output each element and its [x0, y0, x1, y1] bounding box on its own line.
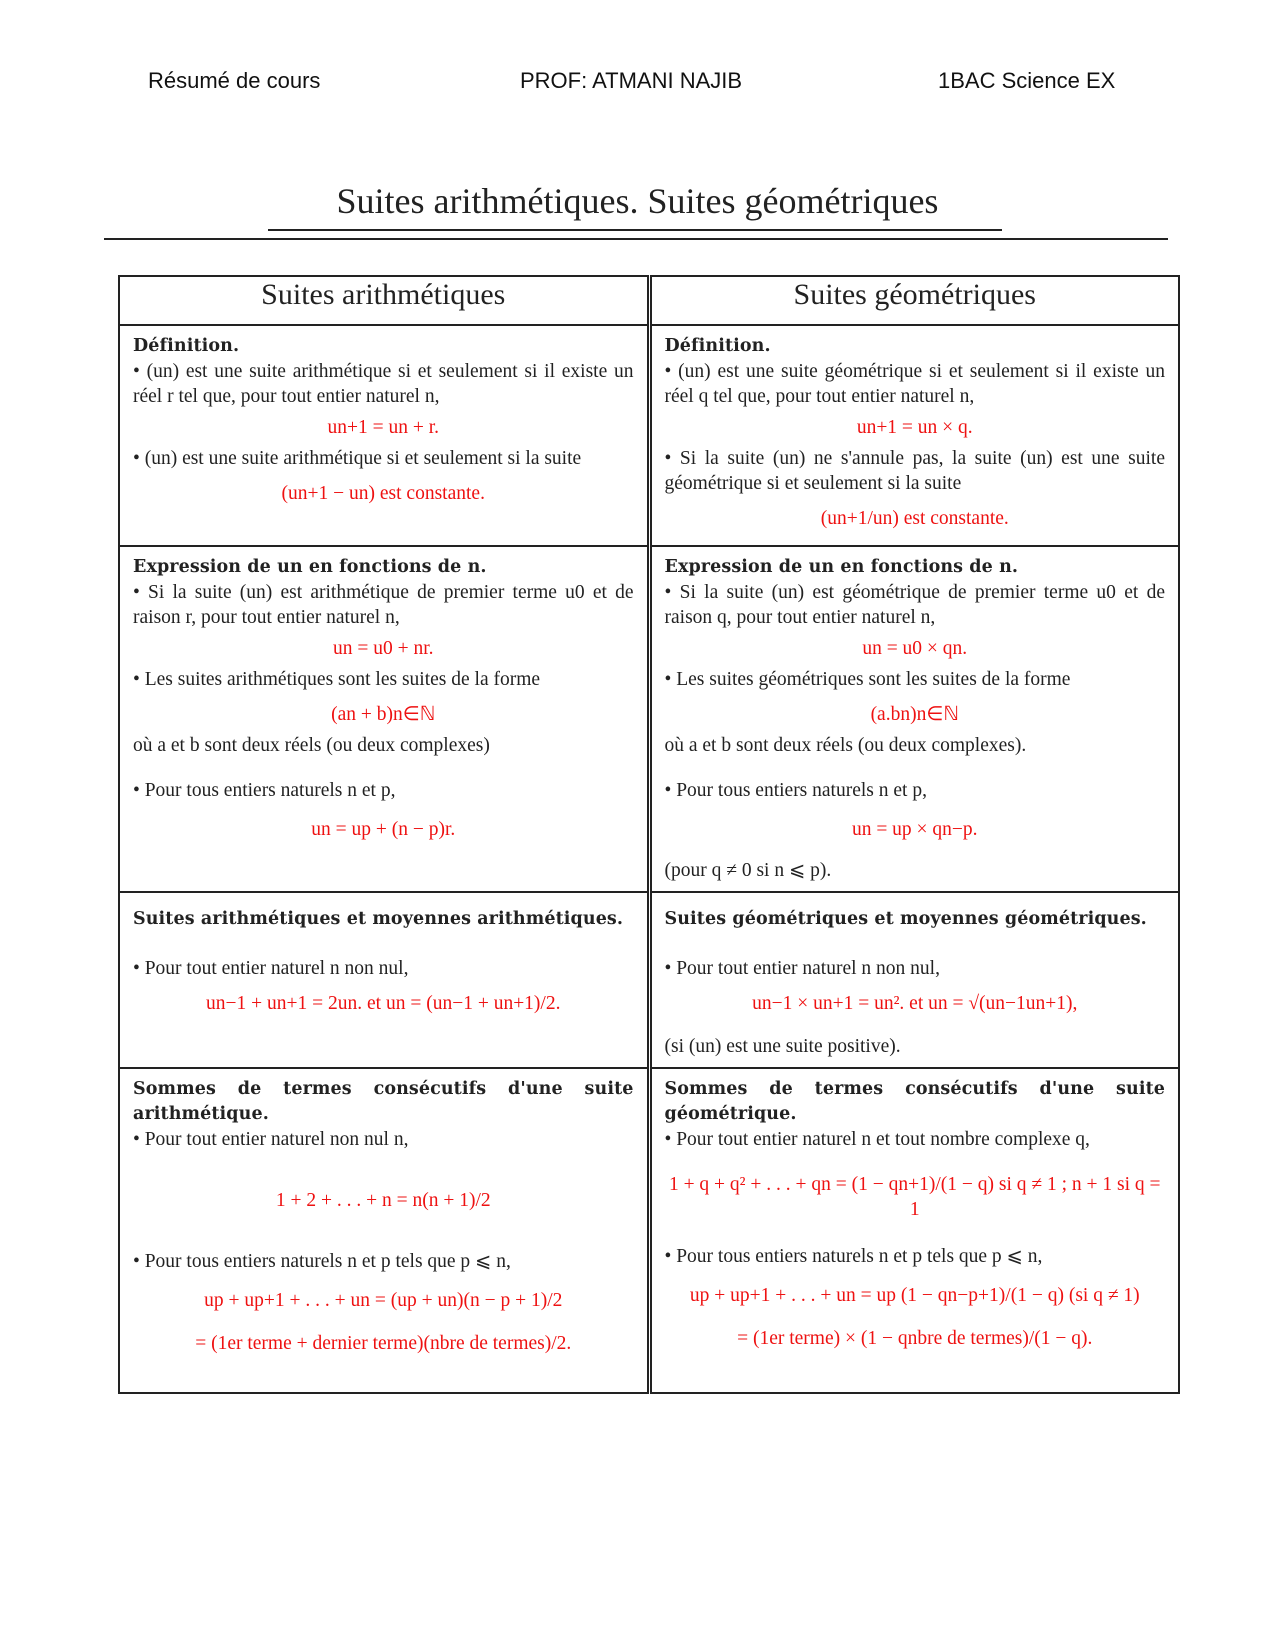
column-heading-geo: Suites géométriques [649, 276, 1179, 325]
geo-expr-text4: • Pour tous entiers naturels n et p, [664, 780, 927, 801]
arith-expr-text4: • Pour tous entiers naturels n et p, [133, 780, 396, 801]
geo-def-formula1: un+1 = un × q. [856, 417, 973, 438]
geo-sums-cell [649, 1068, 1179, 1393]
arith-expr-formula2: (an + b)n∈ℕ [331, 704, 436, 725]
geo-def-text2: • Si la suite (un) ne s'annule pas, la suite (un) est une suite géométrique si et seulement si la suite [664, 448, 1165, 494]
header-right: 1BAC Science EX [938, 68, 1116, 93]
header-center: PROF: ATMANI NAJIB [520, 68, 743, 93]
arith-expr-formula3: un = up + (n − p)r. [311, 819, 456, 840]
column-heading-arith: Suites arithmétiques [119, 276, 649, 325]
geo-expr-title: Expression de un en fonctions de n. [664, 557, 1019, 577]
arith-def-text2: • (un) est une suite arithmétique si et seulement si la suite [133, 448, 582, 469]
geo-expr-text2: • Les suites géométriques sont les suites de la forme [664, 669, 1071, 690]
arith-expr-formula1: un = u0 + nr. [332, 638, 434, 659]
arith-expr-text3: où a et b sont deux réels (ou deux complexes) [133, 735, 490, 756]
arith-moy-title: Suites arithmétiques et moyennes arithmétiques. [133, 909, 624, 929]
geo-expr-text1: • Si la suite (un) est géométrique de premier terme u0 et de raison q, pour tout entier naturel n, [664, 582, 1165, 628]
geo-def-title: Définition. [664, 336, 771, 356]
arith-def-title: Définition. [133, 336, 240, 356]
geo-expr-formula2: (a.bn)n∈ℕ [870, 704, 959, 725]
geo-def-text1: • (un) est une suite géométrique si et seulement si il existe un réel q tel que, pour tout entier naturel n, [664, 361, 1165, 407]
geo-expr-text3: où a et b sont deux réels (ou deux complexes). [664, 735, 1027, 756]
geo-definition-cell [649, 325, 1179, 546]
page-title: Suites arithmétiques. Suites géométriques [336, 181, 939, 221]
arith-def-formula1: un+1 = un + r. [327, 417, 440, 438]
arith-som-formula3: = (1er terme + dernier terme)(nbre de termes)/2. [195, 1333, 572, 1354]
arith-expr-text1: • Si la suite (un) est arithmétique de premier terme u0 et de raison r, pour tout entier naturel n, [133, 582, 634, 628]
arith-def-text1: • (un) est une suite arithmétique si et seulement si il existe un réel r tel que, pour tout entier naturel n, [133, 361, 634, 407]
arith-som-title: Sommes de termes consécutifs d'une suite arithmétique. [133, 1079, 634, 1124]
arith-som-text2: • Pour tous entiers naturels n et p tels que p ⩽ n, [133, 1251, 511, 1272]
arith-means-cell [119, 892, 649, 1068]
geo-som-title: Sommes de termes consécutifs d'une suite géométrique. [664, 1079, 1165, 1124]
arith-expr-text2: • Les suites arithmétiques sont les suites de la forme [133, 669, 541, 690]
geo-som-formula3: = (1er terme) × (1 − qnbre de termes)/(1 − q). [737, 1328, 1093, 1349]
arith-expr-title: Expression de un en fonctions de n. [133, 557, 487, 577]
geo-som-formula1: 1 + q + q² + . . . + qn = (1 − qn+1)/(1 − q) si q ≠ 1 ; n + 1 si q = 1 [668, 1174, 1161, 1220]
arith-definition-cell [119, 325, 649, 546]
arith-expression-cell [119, 546, 649, 892]
geo-moy-text: • Pour tout entier naturel n non nul, [664, 958, 940, 979]
geo-def-formula2: (un+1/un) est constante. [820, 508, 1009, 529]
arith-som-formula1: 1 + 2 + . . . + n = n(n + 1)/2 [275, 1190, 491, 1211]
geo-moy-text2: (si (un) est une suite positive). [664, 1036, 901, 1057]
arith-som-formula2: up + up+1 + . . . + un = (up + un)(n − p + 1)/2 [204, 1290, 563, 1311]
geo-moy-formula: un−1 × un+1 = un². et un = √(un−1un+1), [752, 993, 1078, 1014]
header-rule [104, 238, 1168, 240]
geo-moy-title: Suites géométriques et moyennes géométriques. [664, 909, 1147, 929]
geo-expression-cell [649, 546, 1179, 892]
geo-som-text2: • Pour tous entiers naturels n et p tels que p ⩽ n, [664, 1246, 1043, 1267]
geo-expr-formula3: un = up × qn−p. [851, 819, 978, 840]
arith-def-formula2: (un+1 − un) est constante. [281, 483, 485, 504]
header-left: Résumé de cours [148, 68, 321, 93]
geo-expr-formula1: un = u0 × qn. [862, 638, 968, 659]
arith-sums-cell [119, 1068, 649, 1393]
geo-som-formula2: up + up+1 + . . . + un = up (1 − qn−p+1)/(1 − q) (si q ≠ 1) [689, 1285, 1140, 1306]
arith-moy-formula: un−1 + un+1 = 2un. et un = (un−1 + un+1)/2. [206, 993, 561, 1014]
geo-means-cell [649, 892, 1179, 1068]
arith-moy-text: • Pour tout entier naturel n non nul, [133, 958, 409, 979]
geo-expr-text5: (pour q ≠ 0 si n ⩽ p). [664, 860, 832, 881]
arith-som-text1: • Pour tout entier naturel non nul n, [133, 1129, 409, 1150]
geo-som-text1: • Pour tout entier naturel n et tout nombre complexe q, [664, 1129, 1090, 1150]
title-underline [268, 229, 1002, 231]
summary-table [118, 275, 1180, 1394]
